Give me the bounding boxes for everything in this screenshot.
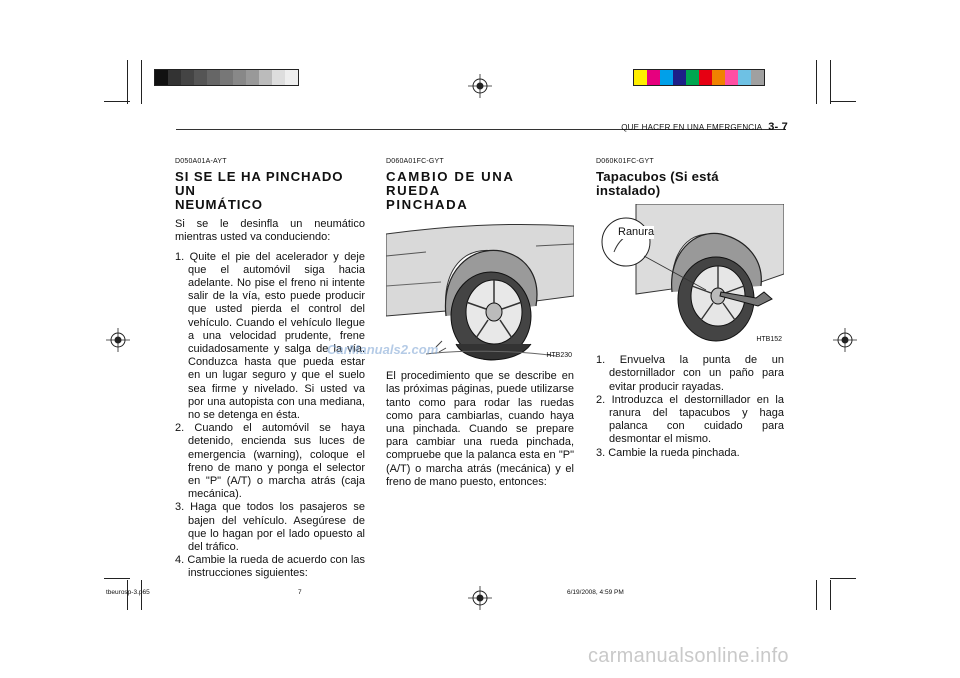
- color-swatch: [751, 70, 764, 85]
- column-flat-tire: [175, 155, 365, 581]
- footer-page-number: 7: [298, 589, 302, 596]
- list-item: 2. Cuando el automóvil se haya detenido, encienda sus luces de emergencia (warning), coloque el freno de mano y ponga el selector en "P" (A/T) o marcha atrás (caja mecánica).: [175, 422, 365, 501]
- list-item: 1. Quite el pie del acelerador y deje que el automóvil siga hacia adelante. No pise el freno ni intente salir de la vía, esto puede producir que usted pierda el control del vehículo. Cuando el vehículo llegue a una velocidad prudente, frene cuidadosamente y salga de la vía. Conduzca hasta que pueda estar en un lugar seguro y que el suelo sea firme y nivelado. Si usted va por una autopista con una mediana, no se detenga en ésta.: [175, 250, 365, 422]
- grayscale-color-bar: [154, 69, 299, 86]
- color-swatch: [686, 70, 699, 85]
- color-swatch: [246, 70, 259, 85]
- color-swatch: [155, 70, 168, 85]
- section-title: CAMBIO DE UNA RUEDA PINCHADA: [386, 169, 515, 213]
- footer-file: tbeurosp-3.p65: [106, 589, 150, 596]
- page-header: [621, 121, 788, 133]
- slot-label: Ranura: [618, 226, 655, 239]
- color-swatch: [660, 70, 673, 85]
- color-swatch: [699, 70, 712, 85]
- color-swatch: [233, 70, 246, 85]
- steps-list: [175, 251, 365, 581]
- registration-mark-icon: [833, 328, 857, 352]
- color-swatch: [285, 70, 298, 85]
- cmyk-color-bar: [633, 69, 765, 86]
- page-number: 3- 7: [768, 121, 788, 133]
- procedure-paragraph: El procedimiento que se describe en las próximas páginas, puede utilizarse tanto como para rodar las ruedas como para cambiarlas, cuando haya una pinchada. Cuando se prepare para cambiar una rueda pinchada, compruebe que la palanca esta en "P" (A/T) o marcha atrás (mecánica) y el freno de mano puesto, entonces:: [386, 370, 574, 488]
- registration-mark-icon: [468, 586, 492, 610]
- section-title: SI SE LE HA PINCHADO UN NEUMÁTICO: [175, 169, 344, 213]
- color-swatch: [738, 70, 751, 85]
- watermark: CarManuals2.com: [327, 342, 439, 357]
- color-swatch: [220, 70, 233, 85]
- registration-mark-icon: [468, 74, 492, 98]
- figure-code: HTB152: [756, 336, 782, 343]
- list-item: 4. Cambie la rueda de acuerdo con las instrucciones siguientes:: [175, 554, 365, 580]
- color-swatch: [181, 70, 194, 85]
- list-item: 3. Cambie la rueda pinchada.: [596, 446, 740, 459]
- section-title: Tapacubos (Si está instalado): [596, 169, 719, 199]
- color-swatch: [168, 70, 181, 85]
- section-title: QUE HACER EN UNA EMERGENCIA: [621, 123, 763, 132]
- figure-code: HTB230: [546, 352, 572, 359]
- hubcap-illustration: [596, 204, 784, 352]
- color-swatch: [207, 70, 220, 85]
- registration-mark-icon: [106, 328, 130, 352]
- color-swatch: [272, 70, 285, 85]
- footer-date: 6/19/2008, 4:59 PM: [567, 589, 624, 596]
- steps-list: [596, 354, 784, 460]
- section-code: D060K01FC-GYT: [596, 158, 654, 165]
- color-swatch: [725, 70, 738, 85]
- column-change-tire: [386, 155, 574, 495]
- color-swatch: [259, 70, 272, 85]
- list-item: 2. Introduzca el destornillador en la ranura del tapacubos y haga palanca con cuidado para desmontar el mismo.: [596, 393, 784, 446]
- site-url[interactable]: carmanualsonline.info: [588, 645, 789, 667]
- list-item: 1. Envuelva la punta de un destornillador con un paño para evitar producir rayadas.: [596, 354, 784, 393]
- color-swatch: [647, 70, 660, 85]
- color-swatch: [194, 70, 207, 85]
- color-swatch: [673, 70, 686, 85]
- intro-paragraph: Si se le desinfla un neumático mientras usted va conduciendo:: [175, 218, 365, 244]
- color-swatch: [634, 70, 647, 85]
- list-item: 3. Haga que todos los pasajeros se bajen del vehículo. Asegúrese de que lo hagan por el lado opuesto al del tráfico.: [175, 501, 365, 554]
- section-code: D060A01FC-GYT: [386, 158, 444, 165]
- color-swatch: [712, 70, 725, 85]
- section-code: D050A01A-AYT: [175, 158, 227, 165]
- column-hubcap: [596, 155, 784, 460]
